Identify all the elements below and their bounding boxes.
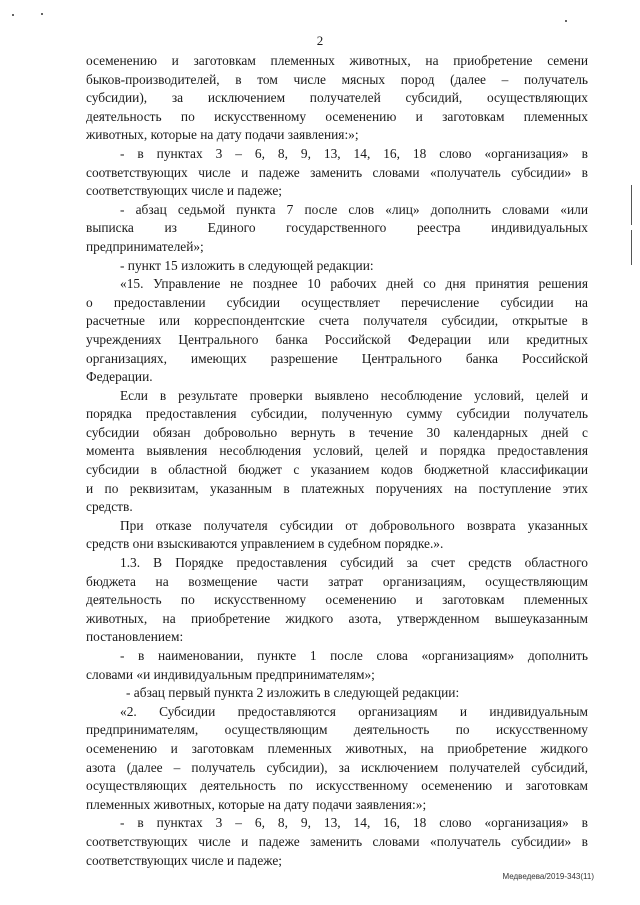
text-line: средств они взыскиваются управлением в судебном порядке.». [86, 536, 444, 552]
text-line: соответствующих числе и падеже; [86, 183, 283, 199]
text-line: племенных животных, которые на дату подачи заявления:»; [86, 796, 427, 812]
text-line: - пункт 15 изложить в следующей редакции: [120, 257, 374, 273]
text-line: - абзац седьмой пункта 7 после слов «лиц» дополнить словами «или [120, 201, 588, 217]
document-body [86, 52, 588, 870]
text-line: соответствующих числе и падеже; [86, 852, 283, 868]
text-line: учреждениях Центрального банка Российской Федерации или кредитных [86, 331, 588, 347]
scan-speck [12, 14, 14, 16]
text-line: - в наименовании, пункте 1 после слова «организациям» дополнить [120, 648, 588, 663]
text-line: деятельность по искусственному осеменению и заготовкам племенных [86, 592, 588, 608]
scan-edge-mark [631, 185, 632, 225]
text-line: При отказе получателя субсидии от добровольного возврата указанных [120, 517, 588, 533]
text-line: субсидии), за исключением получателей субсидий, осуществляющих [86, 90, 588, 106]
text-line: организациях, имеющих разрешение Центрального банка Российской [86, 350, 588, 366]
text-line: выписка из Единого государственного реестра индивидуальных [86, 220, 588, 236]
scan-speck [565, 20, 567, 22]
text-line: - в пунктах 3 – 6, 8, 9, 13, 14, 16, 18 слово «организация» в [120, 815, 588, 831]
text-line: расчетные или корреспондентские счета получателя субсидии, открытые в [86, 313, 588, 329]
text-line: субсидии обязан добровольно вернуть в течение 30 календарных дней с [86, 424, 588, 440]
text-line: - в пунктах 3 – 6, 8, 9, 13, 14, 16, 18 слово «организация» в [120, 145, 588, 161]
text-line: средств. [86, 499, 133, 515]
text-line: животных, которые на дату подачи заявления:»; [86, 127, 359, 143]
text-line: момента выявления несоблюдения условий, целей и порядка предоставления [86, 443, 588, 459]
text-line: соответствующих числе и падеже заменить словами «получатель субсидии» в [86, 164, 588, 180]
text-line: постановлением: [86, 629, 184, 645]
text-line: животных, на приобретение жидкого азота, утвержденном вышеуказанным [86, 610, 588, 626]
text-line: соответствующих числе и падеже заменить словами «получатель субсидии» в [86, 833, 588, 849]
text-line: азота (далее – получатель субсидии), за исключением получателей субсидий, [86, 759, 588, 775]
text-line: деятельность по искусственному осеменению и заготовкам племенных [86, 108, 588, 124]
text-line: о предоставлении субсидии осуществляет перечисление субсидии на [86, 294, 588, 310]
text-line: словами «и индивидуальным предпринимателям»; [86, 666, 375, 682]
text-line: и по реквизитам, указанным в платежных поручениях на поступление этих [86, 480, 588, 496]
text-line: осуществляющих деятельность по искусственному осеменению и заготовкам [86, 778, 588, 794]
text-line: «2. Субсидии предоставляются организациям и индивидуальным [120, 703, 588, 719]
text-line: субсидии в областной бюджет с указанием кодов бюджетной классификации [86, 462, 588, 478]
text-line: «15. Управление не позднее 10 рабочих дней со дня принятия решения [120, 276, 588, 292]
text-line: Если в результате проверки выявлено несоблюдение условий, целей и [120, 387, 588, 403]
text-line: бюджета на возмещение части затрат организациям, осуществляющим [86, 573, 588, 589]
text-line: осеменению и заготовкам племенных животных, на приобретение семени [86, 53, 588, 68]
document-footer-code: Медведева/2019-343(11) [502, 872, 594, 881]
scan-speck [41, 13, 43, 15]
text-line: предпринимателям, осуществляющим деятельность по искусственному [86, 722, 588, 738]
page-number: 2 [316, 33, 324, 48]
text-line: Федерации. [86, 369, 153, 385]
text-line: порядка предоставления субсидии, полученную сумму субсидии получатель [86, 406, 588, 422]
text-line: - абзац первый пункта 2 изложить в следующей редакции: [126, 685, 460, 701]
text-line: предпринимателей»; [86, 238, 204, 254]
scan-edge-mark [631, 230, 632, 265]
text-line: осеменению и заготовкам племенных животных, на приобретение жидкого [86, 740, 588, 756]
text-line: быков-производителей, в том числе мясных пород (далее – получатель [86, 71, 588, 87]
text-line: 1.3. В Порядке предоставления субсидий за счет средств областного [120, 555, 588, 571]
